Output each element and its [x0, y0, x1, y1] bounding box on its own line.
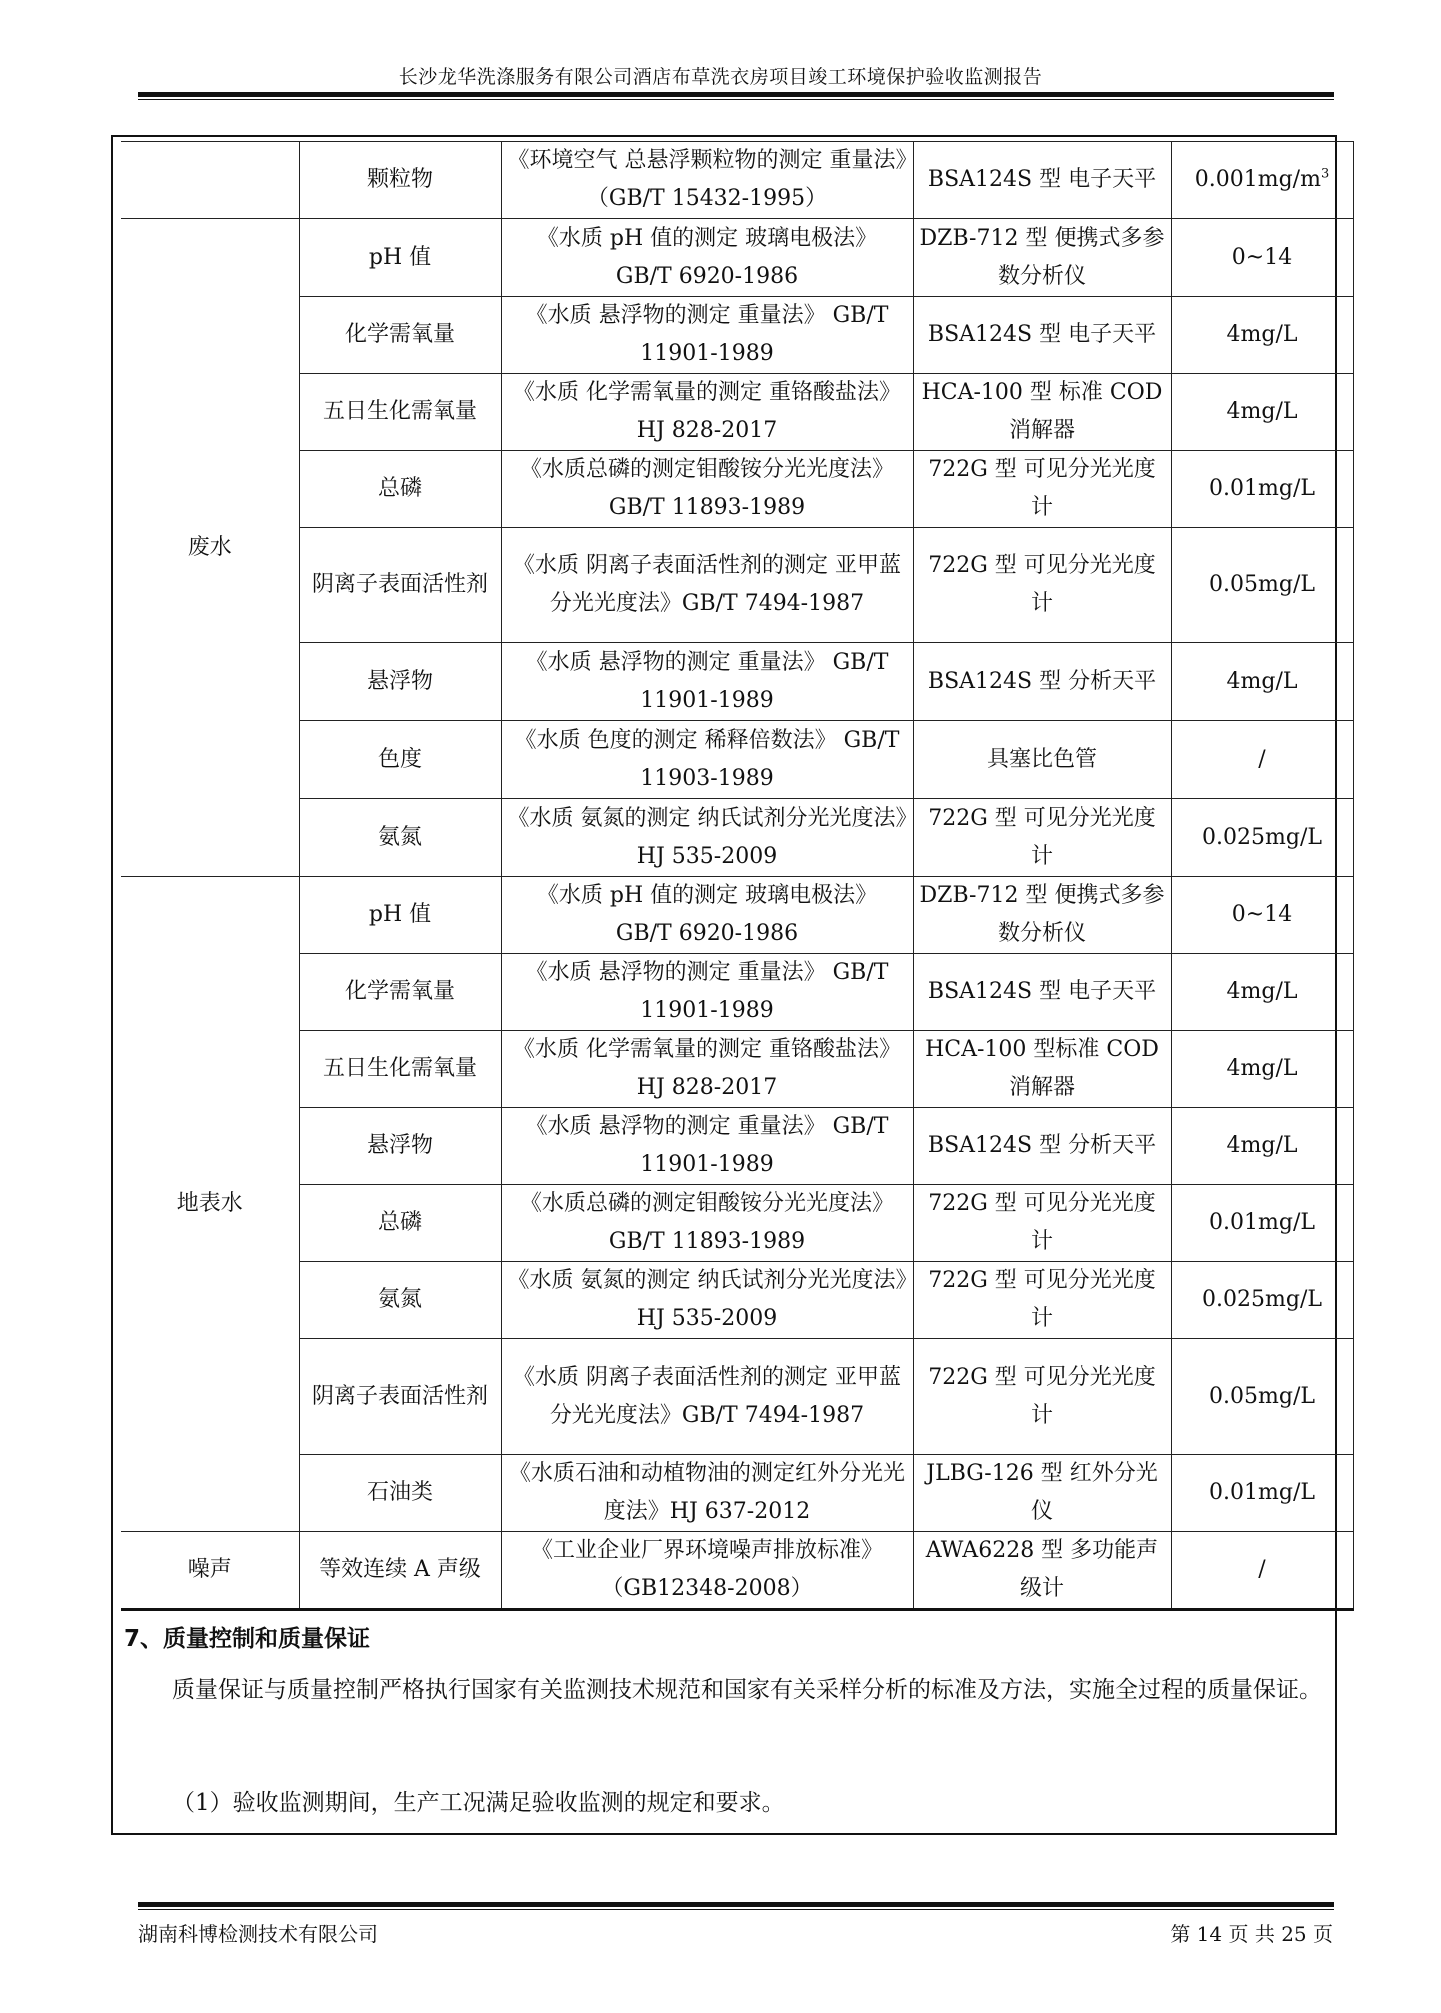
instrument-cell: 722G 型 可见分光光度计 — [913, 528, 1171, 643]
instrument-cell: BSA124S 型 电子天平 — [913, 142, 1171, 219]
instrument-cell: 722G 型 可见分光光度计 — [913, 799, 1171, 877]
limit-cell: 4mg/L — [1171, 1031, 1353, 1108]
instrument-cell: 722G 型 可见分光光度计 — [913, 1339, 1171, 1455]
limit-cell: 4mg/L — [1171, 643, 1353, 721]
item-cell: 悬浮物 — [299, 1108, 501, 1185]
table-row — [121, 1532, 1353, 1610]
table-row — [121, 142, 1353, 219]
instrument-cell: DZB-712 型 便携式多参数分析仪 — [913, 877, 1171, 954]
limit-cell: 0~14 — [1171, 877, 1353, 954]
method-cell: 《水质 悬浮物的测定 重量法》 GB/T 11901-1989 — [501, 954, 913, 1031]
paragraph: （1）验收监测期间，生产工况满足验收监测的规定和要求。 — [172, 1790, 785, 1816]
method-cell: 《水质 氨氮的测定 纳氏试剂分光光度法》HJ 535-2009 — [501, 1262, 913, 1339]
limit-cell: 0.05mg/L — [1171, 1339, 1353, 1455]
table-row — [121, 1031, 1353, 1108]
instrument-cell: 722G 型 可见分光光度计 — [913, 451, 1171, 528]
limit-cell: 0.025mg/L — [1171, 1262, 1353, 1339]
instrument-cell: HCA-100 型标准 COD 消解器 — [913, 1031, 1171, 1108]
method-cell: 《水质 氨氮的测定 纳氏试剂分光光度法》HJ 535-2009 — [501, 799, 913, 877]
table-row — [121, 1108, 1353, 1185]
limit-cell: 0.01mg/L — [1171, 1185, 1353, 1262]
category-surface-water: 地表水 — [121, 877, 299, 1532]
method-cell: 《水质总磷的测定钼酸铵分光光度法》GB/T 11893-1989 — [501, 1185, 913, 1262]
method-cell: 《水质 悬浮物的测定 重量法》 GB/T 11901-1989 — [501, 643, 913, 721]
limit-cell: 0.01mg/L — [1171, 451, 1353, 528]
instrument-cell: 722G 型 可见分光光度计 — [913, 1262, 1171, 1339]
instrument-cell: HCA-100 型 标准 COD 消解器 — [913, 374, 1171, 451]
method-cell: 《水质 化学需氧量的测定 重铬酸盐法》HJ 828-2017 — [501, 374, 913, 451]
item-cell: 氨氮 — [299, 799, 501, 877]
instrument-cell: BSA124S 型 电子天平 — [913, 297, 1171, 374]
header-divider — [138, 92, 1334, 97]
method-cell: 《水质 阴离子表面活性剂的测定 亚甲蓝分光光度法》GB/T 7494-1987 — [501, 528, 913, 643]
monitoring-methods-table — [121, 141, 1354, 1611]
limit-cell: 4mg/L — [1171, 297, 1353, 374]
instrument-cell: AWA6228 型 多功能声级计 — [913, 1532, 1171, 1610]
method-cell: 《水质 阴离子表面活性剂的测定 亚甲蓝分光光度法》GB/T 7494-1987 — [501, 1339, 913, 1455]
item-cell: 总磷 — [299, 451, 501, 528]
item-cell: 悬浮物 — [299, 643, 501, 721]
report-title: 长沙龙华洗涤服务有限公司酒店布草洗衣房项目竣工环境保护验收监测报告 — [398, 66, 1043, 88]
limit-cell: / — [1171, 721, 1353, 799]
table-row — [121, 799, 1353, 877]
page-number: 第 14 页 共 25 页 — [1170, 1922, 1333, 1946]
method-cell: 《水质 悬浮物的测定 重量法》 GB/T 11901-1989 — [501, 297, 913, 374]
table-row — [121, 1455, 1353, 1532]
item-cell: 颗粒物 — [299, 142, 501, 219]
method-cell: 《水质 悬浮物的测定 重量法》 GB/T 11901-1989 — [501, 1108, 913, 1185]
method-cell: 《水质 pH 值的测定 玻璃电极法》 GB/T 6920-1986 — [501, 877, 913, 954]
method-cell: 《水质石油和动植物油的测定红外分光光度法》HJ 637-2012 — [501, 1455, 913, 1532]
footer-company: 湖南科博检测技术有限公司 — [138, 1922, 378, 1946]
method-cell: 《水质 pH 值的测定 玻璃电极法》 GB/T 6920-1986 — [501, 219, 913, 297]
item-cell: pH 值 — [299, 877, 501, 954]
instrument-cell: BSA124S 型 电子天平 — [913, 954, 1171, 1031]
paragraph: 质量保证与质量控制严格执行国家有关监测技术规范和国家有关采样分析的标准及方法，实施全过程的质量保证。 — [172, 1677, 1322, 1703]
table-row — [121, 1339, 1353, 1455]
item-cell: 色度 — [299, 721, 501, 799]
table-row — [121, 877, 1353, 954]
limit-value: 0.001mg/m — [1194, 167, 1321, 192]
instrument-cell: JLBG-126 型 红外分光仪 — [913, 1455, 1171, 1532]
table-row — [121, 219, 1353, 297]
item-cell: 化学需氧量 — [299, 954, 501, 1031]
table-row — [121, 1262, 1353, 1339]
footer-divider — [138, 1902, 1334, 1907]
limit-cell: 0.01mg/L — [1171, 1455, 1353, 1532]
category-wastewater: 废水 — [121, 219, 299, 877]
method-cell: 《工业企业厂界环境噪声排放标准》（GB12348-2008） — [501, 1532, 913, 1610]
limit-cell: 4mg/L — [1171, 954, 1353, 1031]
item-cell: 阴离子表面活性剂 — [299, 1339, 501, 1455]
item-cell: 化学需氧量 — [299, 297, 501, 374]
item-cell: 石油类 — [299, 1455, 501, 1532]
limit-cell: 0~14 — [1171, 219, 1353, 297]
table-row — [121, 1185, 1353, 1262]
table-row — [121, 954, 1353, 1031]
method-cell: 《水质 色度的测定 稀释倍数法》 GB/T 11903-1989 — [501, 721, 913, 799]
limit-superscript: 3 — [1320, 166, 1330, 182]
item-cell: 阴离子表面活性剂 — [299, 528, 501, 643]
table-row — [121, 528, 1353, 643]
limit-cell: 0.025mg/L — [1171, 799, 1353, 877]
header-divider-thin — [138, 99, 1334, 100]
instrument-cell: DZB-712 型 便携式多参数分析仪 — [913, 219, 1171, 297]
item-cell: 氨氮 — [299, 1262, 501, 1339]
item-cell: 五日生化需氧量 — [299, 374, 501, 451]
category-cell-empty — [121, 142, 299, 219]
table-row — [121, 374, 1353, 451]
item-cell: 总磷 — [299, 1185, 501, 1262]
instrument-cell: 具塞比色管 — [913, 721, 1171, 799]
item-cell: 五日生化需氧量 — [299, 1031, 501, 1108]
footer-divider-thin — [138, 1909, 1334, 1910]
table-row — [121, 451, 1353, 528]
instrument-cell: 722G 型 可见分光光度计 — [913, 1185, 1171, 1262]
limit-cell: 0.05mg/L — [1171, 528, 1353, 643]
table-row — [121, 297, 1353, 374]
method-cell: 《水质 化学需氧量的测定 重铬酸盐法》HJ 828-2017 — [501, 1031, 913, 1108]
limit-cell — [1171, 142, 1353, 219]
table-row — [121, 721, 1353, 799]
limit-cell: / — [1171, 1532, 1353, 1610]
method-cell: 《水质总磷的测定钼酸铵分光光度法》GB/T 11893-1989 — [501, 451, 913, 528]
method-cell: 《环境空气 总悬浮颗粒物的测定 重量法》（GB/T 15432-1995） — [501, 142, 913, 219]
limit-cell: 4mg/L — [1171, 374, 1353, 451]
section-heading: 7、质量控制和质量保证 — [124, 1626, 371, 1652]
limit-cell: 4mg/L — [1171, 1108, 1353, 1185]
instrument-cell: BSA124S 型 分析天平 — [913, 643, 1171, 721]
table-row — [121, 643, 1353, 721]
item-cell: 等效连续 A 声级 — [299, 1532, 501, 1610]
category-noise: 噪声 — [121, 1532, 299, 1610]
item-cell: pH 值 — [299, 219, 501, 297]
instrument-cell: BSA124S 型 分析天平 — [913, 1108, 1171, 1185]
